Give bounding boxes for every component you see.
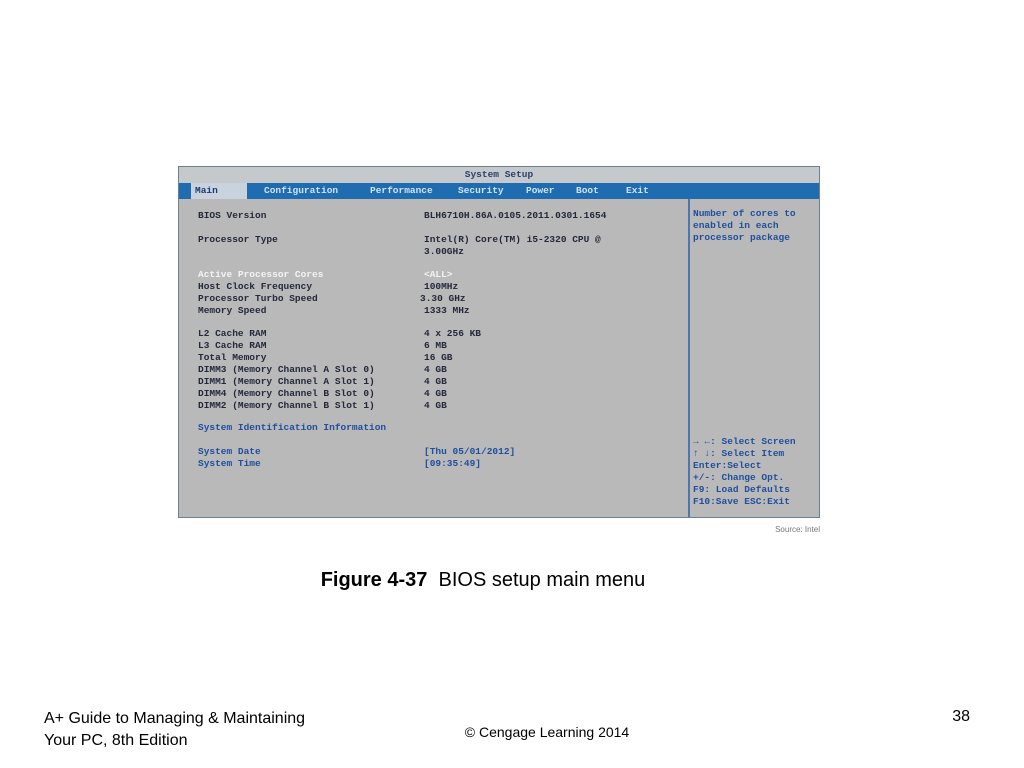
row-value: 16 GB (424, 352, 453, 363)
book-title-line2: Your PC, 8th Edition (44, 732, 188, 749)
bios-setup-screenshot (178, 166, 820, 518)
row-label: Memory Speed (198, 305, 267, 316)
row-value: 100MHz (424, 281, 459, 292)
key-hint-load-defaults: F9: Load Defaults (693, 484, 790, 495)
row-label: System Time (198, 458, 261, 469)
row-value: BLH6710H.86A.0105.2011.0301.1654 (424, 210, 607, 221)
row-label: DIMM4 (Memory Channel B Slot 0) (198, 388, 375, 399)
row-system-date[interactable] (198, 446, 678, 458)
row-l3-cache (198, 340, 678, 352)
figure-caption (0, 569, 966, 592)
menu-tab-configuration[interactable]: Configuration (264, 185, 339, 196)
row-value[interactable]: [09:35:49] (424, 458, 482, 469)
row-label: Total Memory (198, 352, 267, 363)
help-description: Number of cores to enabled in each processor package (693, 208, 796, 243)
row-label: L2 Cache RAM (198, 328, 267, 339)
row-label: System Identification Information (198, 422, 387, 433)
row-value: 1333 MHz (424, 305, 470, 316)
bios-menubar (179, 183, 819, 199)
key-hint-select-item: ↑ ↓: Select Item (693, 448, 785, 459)
key-hint-save-exit: F10:Save ESC:Exit (693, 496, 790, 507)
row-label: DIMM1 (Memory Channel A Slot 1) (198, 376, 375, 387)
footer-copyright: © Cengage Learning 2014 (464, 724, 630, 740)
menu-tab-exit[interactable]: Exit (626, 185, 649, 196)
row-label: DIMM2 (Memory Channel B Slot 1) (198, 400, 375, 411)
row-bios-version (198, 210, 678, 222)
row-system-time[interactable] (198, 458, 678, 470)
menu-tab-main[interactable]: Main (191, 183, 247, 199)
row-value: Intel(R) Core(TM) i5-2320 CPU @ 3.00GHz (424, 234, 601, 257)
menu-tab-security[interactable]: Security (458, 185, 504, 196)
bios-title: System Setup (179, 167, 819, 183)
page-number: 38 (952, 708, 970, 725)
row-label: L3 Cache RAM (198, 340, 267, 351)
help-key-legend (693, 436, 818, 508)
image-source-credit: Source: Intel (775, 525, 820, 534)
row-label: BIOS Version (198, 210, 267, 221)
figure-title: BIOS setup main menu (438, 569, 646, 591)
row-dimm1 (198, 376, 678, 388)
menu-tab-power[interactable]: Power (526, 185, 555, 196)
bios-help-panel (688, 199, 819, 517)
row-processor-type (198, 234, 678, 258)
row-dimm4 (198, 388, 678, 400)
row-value: 4 GB (424, 400, 447, 411)
row-value[interactable]: [Thu 05/01/2012] (424, 446, 516, 457)
row-host-clock-frequency (198, 281, 678, 293)
figure-number: Figure 4-37 (320, 569, 428, 591)
row-value: 4 GB (424, 364, 447, 375)
book-title-line1: A+ Guide to Managing & Maintaining (44, 710, 306, 727)
footer-book-title (44, 708, 404, 752)
row-dimm2 (198, 400, 678, 412)
key-hint-select-screen: → ←: Select Screen (693, 436, 796, 447)
row-label: Processor Turbo Speed (198, 293, 318, 304)
menu-tab-boot[interactable]: Boot (576, 185, 599, 196)
row-label: Processor Type (198, 234, 278, 245)
key-hint-change-opt: +/-: Change Opt. (693, 472, 785, 483)
row-dimm3 (198, 364, 678, 376)
row-label: System Date (198, 446, 261, 457)
row-total-memory (198, 352, 678, 364)
row-label: Active Processor Cores (198, 269, 324, 280)
row-processor-turbo-speed (198, 293, 678, 305)
row-label: Host Clock Frequency (198, 281, 313, 292)
key-hint-enter: Enter:Select (693, 460, 762, 471)
row-value[interactable]: <ALL> (424, 269, 453, 280)
row-value: 6 MB (424, 340, 447, 351)
row-value: 4 x 256 KB (424, 328, 482, 339)
row-active-processor-cores[interactable] (198, 269, 678, 281)
row-value: 4 GB (424, 376, 447, 387)
row-l2-cache (198, 328, 678, 340)
row-value: 3.30 GHz (420, 293, 466, 304)
row-value: 4 GB (424, 388, 447, 399)
bios-main-panel (179, 199, 688, 517)
row-memory-speed (198, 305, 678, 317)
row-label: DIMM3 (Memory Channel A Slot 0) (198, 364, 375, 375)
menu-tab-performance[interactable]: Performance (370, 185, 433, 196)
row-system-identification[interactable] (198, 422, 678, 434)
